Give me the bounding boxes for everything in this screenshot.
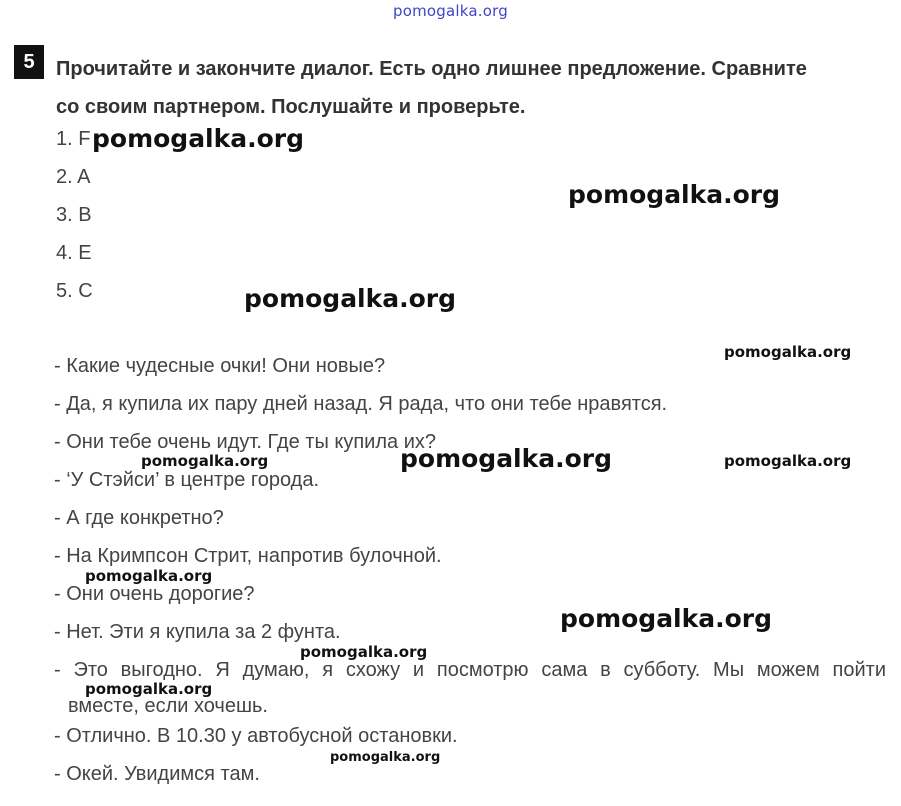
- watermark: pomogalka.org: [724, 452, 852, 470]
- dialog-line: - Нет. Эти я купила за 2 фунта.: [54, 621, 341, 643]
- dialog-line: - ‘У Стэйси’ в центре города.: [54, 469, 320, 491]
- watermark: pomogalka.org: [85, 680, 213, 698]
- watermark: pomogalka.org: [568, 180, 781, 209]
- dialog-line: - Они тебе очень идут. Где ты купила их?: [54, 431, 436, 453]
- watermark: pomogalka.org: [85, 567, 213, 585]
- watermark: pomogalka.org: [92, 124, 305, 153]
- answer-item: 5. C: [56, 280, 93, 302]
- dialog-line: - Да, я купила их пару дней назад. Я рада, что они тебе нравятся.: [54, 393, 668, 415]
- dialog-line: - Отлично. В 10.30 у автобусной остановки.: [54, 725, 458, 747]
- answer-item: 2. A: [56, 166, 91, 188]
- watermark: pomogalka.org: [400, 444, 613, 473]
- dialog-line: - Они очень дорогие?: [54, 583, 255, 605]
- answer-item: 1. F: [56, 128, 91, 150]
- heading-line: со своим партнером. Послушайте и проверьте.: [56, 96, 526, 118]
- exercise-number-badge: 5: [14, 45, 44, 79]
- dialog-line-continuation: вместе, если хочешь.: [68, 695, 268, 717]
- exercise-heading: [56, 50, 896, 126]
- watermark: pomogalka.org: [244, 284, 457, 313]
- answer-list: [56, 126, 93, 316]
- top-watermark: pomogalka.org: [393, 2, 508, 20]
- heading-line: Прочитайте и закончите диалог. Есть одно лишнее предложение. Сравните: [56, 58, 807, 80]
- dialog-line: - Какие чудесные очки! Они новые?: [54, 355, 386, 377]
- answer-item: 4. E: [56, 242, 92, 264]
- watermark: pomogalka.org: [560, 604, 773, 633]
- watermark: pomogalka.org: [141, 452, 269, 470]
- watermark: pomogalka.org: [300, 643, 428, 661]
- watermark: pomogalka.org: [724, 343, 852, 361]
- dialog-line: - На Кримпсон Стрит, напротив булочной.: [54, 545, 442, 567]
- dialog-line: - Окей. Увидимся там.: [54, 763, 260, 785]
- dialog-line: - А где конкретно?: [54, 507, 224, 529]
- answer-item: 3. B: [56, 204, 92, 226]
- watermark: pomogalka.org: [330, 750, 441, 765]
- dialog-line-part: - Это выгодно. Я думаю, я схожу и посмотрю сама в субботу. Мы можем пойти: [54, 659, 886, 681]
